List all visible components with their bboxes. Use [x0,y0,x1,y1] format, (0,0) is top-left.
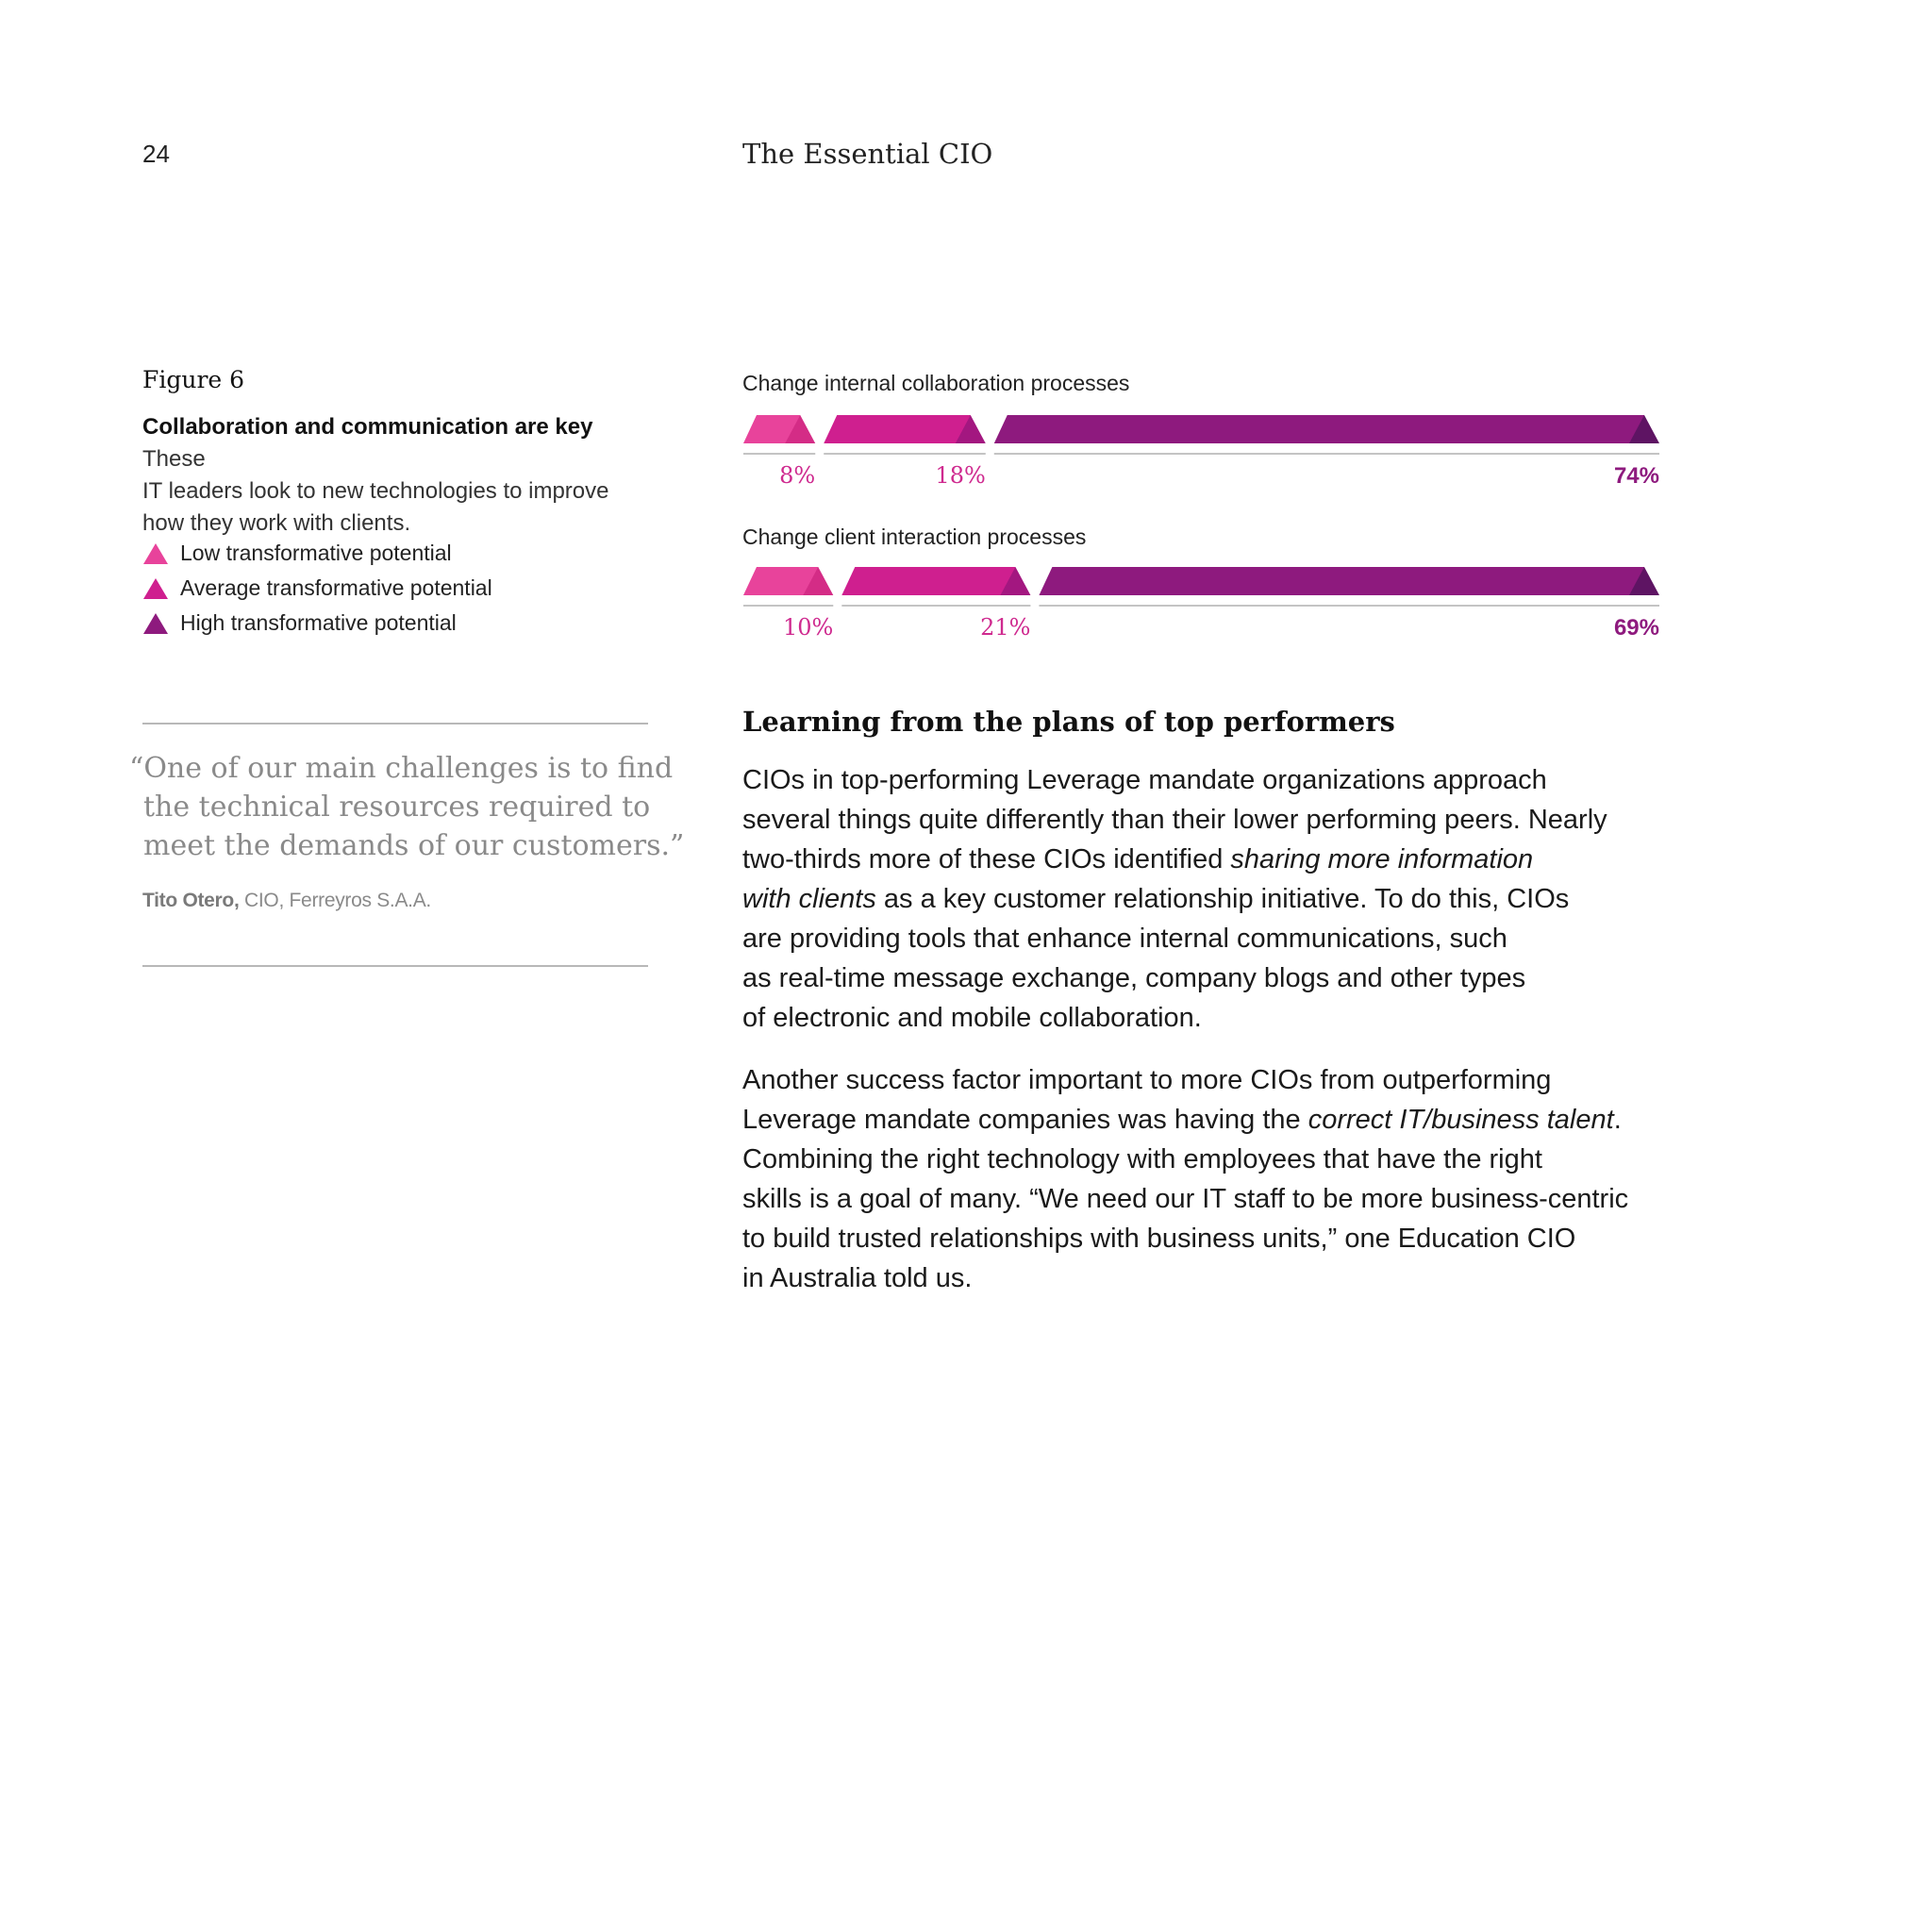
chart-legend [142,536,492,641]
bar-segment [841,567,1030,606]
text-segment: of electronic and mobile collaboration. [742,1003,1202,1033]
quote-attribution [142,890,431,912]
quote-line: the technical resources required to [143,791,651,824]
text-segment: to build trusted relationships with business units,” one Education CIO [742,1224,1576,1254]
bar-value-label: 10% [782,614,834,641]
chart-row-title: Change client interaction processes [742,525,1087,549]
text-line [742,919,1639,958]
text-segment: skills is a goal of many. “We need our IT staff to be more business-centric [742,1184,1629,1214]
section-heading: Learning from the plans of top performers [742,706,1395,738]
text-segment: Leverage mandate companies was having the [742,1105,1308,1135]
text-line [742,840,1639,879]
body-paragraph [742,760,1639,1038]
bar-value-label: 21% [980,614,1031,641]
bar-value-label: 74% [1613,463,1659,489]
emphasis-text: with clients [742,884,876,914]
legend-label: High transformative potential [180,610,457,635]
text-line [742,1179,1639,1219]
divider [142,965,648,967]
bar-value-label: 69% [1613,615,1659,641]
triangle-icon [142,576,169,601]
text-line [742,1219,1639,1258]
text-segment: are providing tools that enhance internal communications, such [742,924,1507,954]
bar-segment [1039,567,1659,606]
bar-segment [743,567,833,606]
text-segment: as a key customer relationship initiative. To do this, CIOs [875,884,1570,914]
legend-label: Average transformative potential [180,575,492,600]
legend-item-high [142,606,492,641]
text-line [742,998,1639,1038]
figure-label: Figure 6 [142,366,245,393]
text-segment: Combining the right technology with employees that have the right [742,1144,1542,1174]
running-title: The Essential CIO [742,138,993,170]
text-line [742,879,1639,919]
text-line [742,958,1639,998]
body-paragraph [742,1060,1639,1298]
legend-label: Low transformative potential [180,541,452,565]
text-line [742,1258,1639,1298]
quote-line: meet the demands of our customers.” [143,829,685,862]
triangle-icon [142,611,169,636]
caption-line: These [142,446,206,472]
text-line [742,1140,1639,1179]
text-line [742,1060,1639,1100]
caption-line: how they work with clients. [142,510,411,536]
text-segment: CIOs in top-performing Leverage mandate organizations approach [742,765,1547,795]
quote-line: “One of our main challenges is to find [129,752,674,785]
bar-segment [994,415,1659,454]
text-segment: in Australia told us. [742,1263,973,1293]
divider [142,723,648,724]
legend-item-average [142,571,492,606]
text-line [742,1100,1639,1140]
text-line [742,800,1639,840]
bar-segment [743,415,815,454]
page-number: 24 [142,140,170,168]
stacked-bar-chart [736,406,1679,651]
emphasis-text: sharing more information [1230,844,1534,874]
triangle-icon [142,541,169,566]
quote-author: Tito Otero, [142,890,240,911]
bar-value-label: 8% [779,462,816,489]
text-segment: Another success factor important to more CIOs from outperforming [742,1065,1552,1095]
text-segment: as real-time message exchange, company blogs and other types [742,963,1526,993]
pull-quote [129,749,685,865]
emphasis-text: correct IT/business talent [1307,1105,1614,1135]
text-segment: . [1613,1105,1622,1135]
figure-caption [142,411,652,540]
caption-bold: Collaboration and communication are key [142,414,593,440]
quote-role: CIO, Ferreyros S.A.A. [244,890,431,911]
bar-segment [824,415,986,454]
chart-row-title: Change internal collaboration processes [742,371,1130,395]
bar-value-label: 18% [935,462,986,489]
legend-item-low [142,536,492,571]
text-segment: several things quite differently than their lower performing peers. Nearly [742,805,1607,835]
caption-line: IT leaders look to new technologies to improve [142,478,609,504]
text-line [742,760,1639,800]
text-segment: two-thirds more of these CIOs identified [742,844,1231,874]
